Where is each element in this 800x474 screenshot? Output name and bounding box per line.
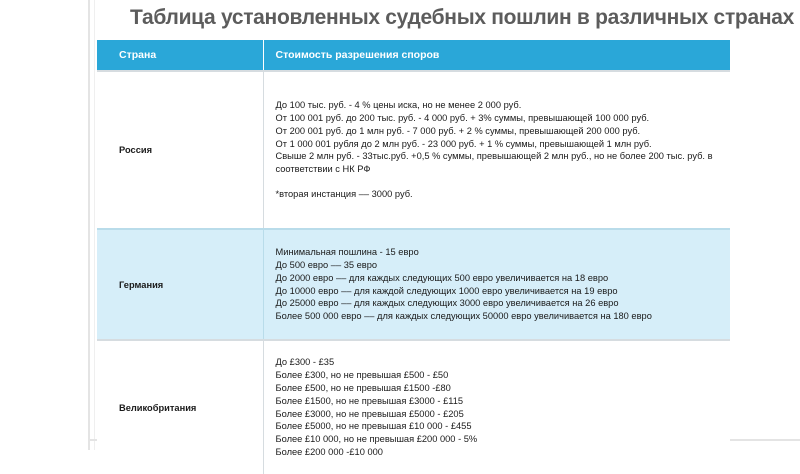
fee-line: До 10000 евро –– для каждой следующих 1000 евро увеличивается на 19 евро [275, 285, 618, 296]
fee-line: До 2000 евро –– для каждых следующих 500 евро увеличивается на 18 евро [275, 272, 609, 283]
cost-cell-russia [263, 71, 730, 229]
fee-line: Более £10 000, но не превышая £200 000 - 5% [275, 434, 478, 445]
fee-line: До £300 - £35 [275, 356, 335, 367]
slide-frame-left-inner [94, 0, 95, 450]
fee-line: До 500 евро –– 35 евро [275, 259, 378, 270]
table-row-russia [97, 71, 730, 229]
slide-frame-left [88, 0, 90, 450]
note-spacer [276, 176, 727, 188]
fee-line: Более £200 000 -£10 000 [275, 447, 383, 458]
fee-line: От 100 001 руб. до 200 тыс. руб. - 4 000 руб. + 3% суммы, превышающей 100 000 руб. [275, 112, 650, 123]
fee-line: Более £300, но не превышая £500 - £50 [275, 369, 449, 380]
country-cell-germany: Германия [97, 229, 263, 340]
slide-title: Таблица установленных судебных пошлин в различных странах [130, 6, 794, 29]
header-country: Страна [97, 40, 263, 71]
header-cost: Стоимость разрешения споров [263, 40, 730, 71]
fee-note: *вторая инстанция –– 3000 руб. [275, 189, 413, 200]
fee-line: Более £1500, но не превышая £3000 - £115 [275, 395, 464, 406]
table-header-row [97, 40, 730, 71]
fee-line: До 25000 евро –– для каждых следующих 3000 евро увеличивается на 26 евро [275, 298, 619, 309]
country-cell-russia: Россия [97, 71, 263, 229]
fee-line: От 200 001 руб. до 1 млн руб. - 7 000 руб. + 2 % суммы, превышающей 200 000 руб. [275, 125, 641, 136]
cost-cell-uk [263, 340, 730, 474]
table-row-uk [97, 340, 730, 474]
fee-line: Более £5000, но не превышая £10 000 - £455 [275, 421, 472, 432]
fee-line: До 100 тыс. руб. - 4 % цены иска, но не менее 2 000 руб. [275, 99, 522, 110]
cost-cell-germany [263, 229, 730, 340]
fee-line: От 1 000 001 рубля до 2 млн руб. - 23 000 руб. + 1 % суммы, превышающей 1 млн руб. [275, 138, 652, 149]
fee-line: Минимальная пошлина - 15 евро [275, 246, 419, 257]
court-fees-table [97, 40, 730, 474]
country-cell-uk: Великобритания [97, 340, 263, 474]
table-row-germany [97, 229, 730, 340]
fee-line: Более 500 000 евро –– для каждых следующих 50000 евро увеличивается на 180 евро [275, 311, 652, 322]
fee-line: Свыше 2 млн руб. - 33тыс.руб. +0,5 % суммы, превышающей 2 млн руб., но не более 200 тыс. руб. в соответствии с НК РФ [275, 151, 713, 175]
fee-line: Более £3000, но не превышая £5000 - £205 [275, 408, 464, 419]
fee-line: Более £500, но не превышая £1500 -£80 [275, 382, 451, 393]
